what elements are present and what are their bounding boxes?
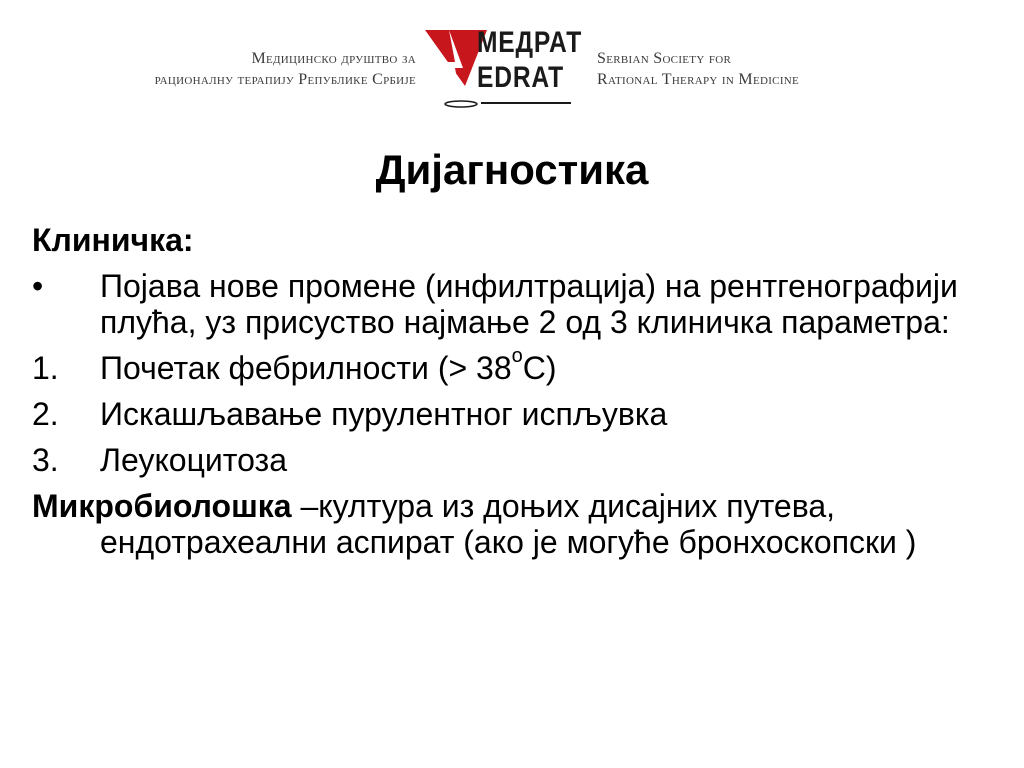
slide-header (0, 0, 1024, 120)
logo-text-latin: EDRAT (477, 61, 565, 94)
list-number: 3. (32, 442, 59, 478)
slide-title: Дијагностика (375, 146, 649, 193)
list-item (32, 442, 992, 478)
list-text-part: Почетак фебрилности (> 38 (100, 350, 512, 386)
org-name-serbian (155, 48, 416, 90)
list-item (32, 345, 992, 386)
medrat-logo (425, 26, 583, 110)
list-text: Искашљавање пурулентног испљувка (100, 396, 668, 432)
microbiology-label: Микробиолошка (32, 488, 292, 524)
microbiology-paragraph (32, 488, 992, 560)
list-text-part: C) (522, 350, 557, 386)
list-number: 1. (32, 350, 59, 386)
org-name-serbian-line2: рационалну терапију Републике Србије (154, 71, 416, 88)
bullet-marker: • (32, 268, 44, 304)
list-number: 2. (32, 396, 59, 432)
list-item (32, 396, 992, 432)
bullet-text: Појава нове промене (инфилтрација) на рентгенографији плућа, уз присуство најмање 2 од 3 клиничка параметра: (100, 268, 958, 340)
list-text (100, 345, 992, 386)
clinical-heading: Клиничка: (32, 222, 194, 258)
org-name-english (597, 48, 799, 90)
slide-body (32, 222, 992, 560)
org-name-serbian-line1: Медицинско друштво за (251, 50, 416, 67)
logo-text-cyrillic: МЕДРАТ (477, 26, 583, 59)
org-name-english-line1: Serbian Society for (597, 50, 732, 67)
degree-superscript: o (511, 345, 523, 367)
list-text: Леукоцитоза (100, 442, 287, 478)
bullet-item (32, 268, 992, 340)
microbiology-text: –култура из доњих дисајних путева, ендотрахеални аспират (ако је могуће бронхоскопски ) (100, 488, 917, 560)
org-name-english-line2: Rational Therapy in Medicine (597, 71, 800, 88)
logo-rule (481, 102, 571, 104)
